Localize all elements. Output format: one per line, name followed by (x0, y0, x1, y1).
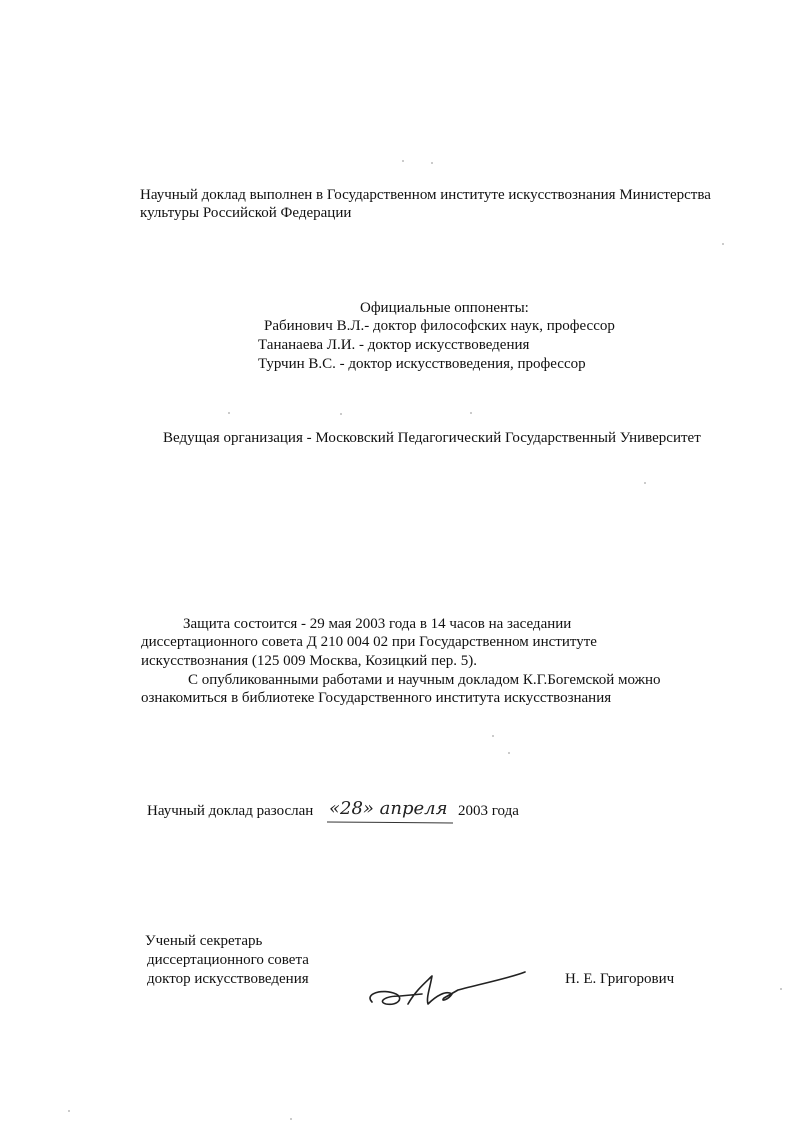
sent-suffix: 2003 года (458, 803, 519, 819)
opponent-2: Тананаева Л.И. - доктор искусствоведения (258, 337, 530, 353)
secretary-line-3: доктор искусствоведения (147, 971, 309, 987)
opponent-3: Турчин В.С. - доктор искусствоведения, профессор (258, 356, 586, 372)
opponent-1: Рабинович В.Л.- доктор философских наук, профессор (264, 318, 615, 334)
header-line-2: культуры Российской Федерации (140, 205, 352, 221)
defense-line-3: искусствознания (125 009 Москва, Козицкий пер. 5). (141, 653, 478, 669)
opponents-title: Официальные оппоненты: (360, 300, 529, 316)
secretary-line-1: Ученый секретарь (145, 933, 263, 949)
secretary-line-2: диссертационного совета (147, 952, 309, 968)
sent-date-underline (325, 818, 455, 826)
lead-organization: Ведущая организация - Московский Педагогический Государственный Университет (163, 430, 701, 446)
header-line-1: Научный доклад выполнен в Государственном институте искусствознания Министерства (140, 187, 711, 203)
defense-line-2: диссертационного совета Д 210 004 02 при Государственном институте (141, 634, 597, 650)
defense-line-4: С опубликованными работами и научным докладом К.Г.Богемской можно (188, 672, 661, 688)
sent-handwritten-date: «28» апреля (329, 798, 448, 819)
defense-line-1: Защита состоится - 29 мая 2003 года в 14 часов на заседании (183, 616, 572, 632)
defense-line-5: ознакомиться в библиотеке Государственного института искусствознания (141, 690, 612, 706)
secretary-name: Н. Е. Григорович (565, 971, 675, 987)
sent-prefix: Научный доклад разослан (147, 803, 314, 819)
handwritten-signature (360, 960, 530, 1020)
